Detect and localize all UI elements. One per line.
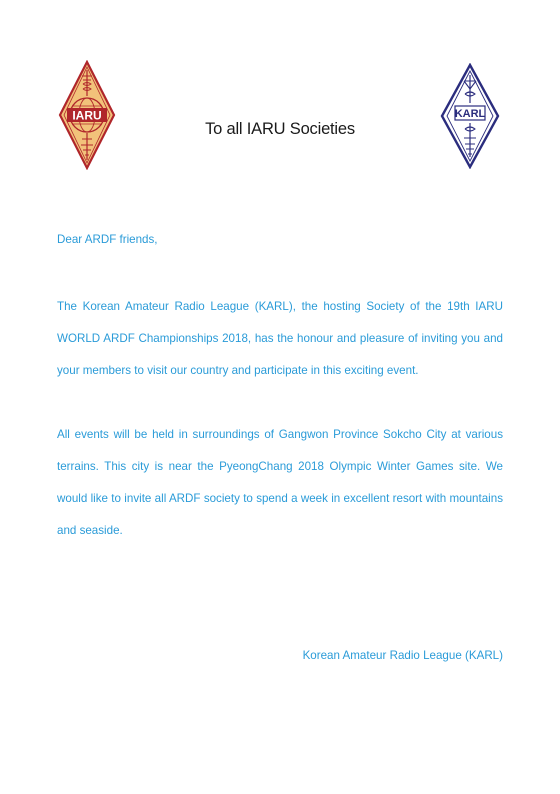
- paragraph-text: All events will be held in surroundings of Gangwon Province Sokcho City at various terrains. This city is near the PyeongChang 2018 Olympic Winter Games site. We would like to invite all ARDF society to spend a week in excellent resort with mountains and seaside.: [57, 428, 503, 537]
- karl-logo-icon: [440, 63, 500, 169]
- paragraph-text: The Korean Amateur Radio League (KARL), the hosting Society of the 19th IARU WORLD ARDF Championships 2018, has the honour and pleasure of inviting you and your members to visit our country and participate in this exciting event.: [57, 300, 503, 377]
- karl-logo-text: KARL: [454, 108, 486, 120]
- signature: Korean Amateur Radio League (KARL): [302, 649, 503, 662]
- page-title: To all IARU Societies: [205, 120, 355, 138]
- iaru-logo-text: IARU: [72, 108, 102, 123]
- iaru-logo-icon: [58, 60, 116, 170]
- paragraph-invitation: [57, 291, 503, 387]
- salutation: Dear ARDF friends,: [57, 233, 158, 246]
- paragraph-location: [57, 419, 503, 547]
